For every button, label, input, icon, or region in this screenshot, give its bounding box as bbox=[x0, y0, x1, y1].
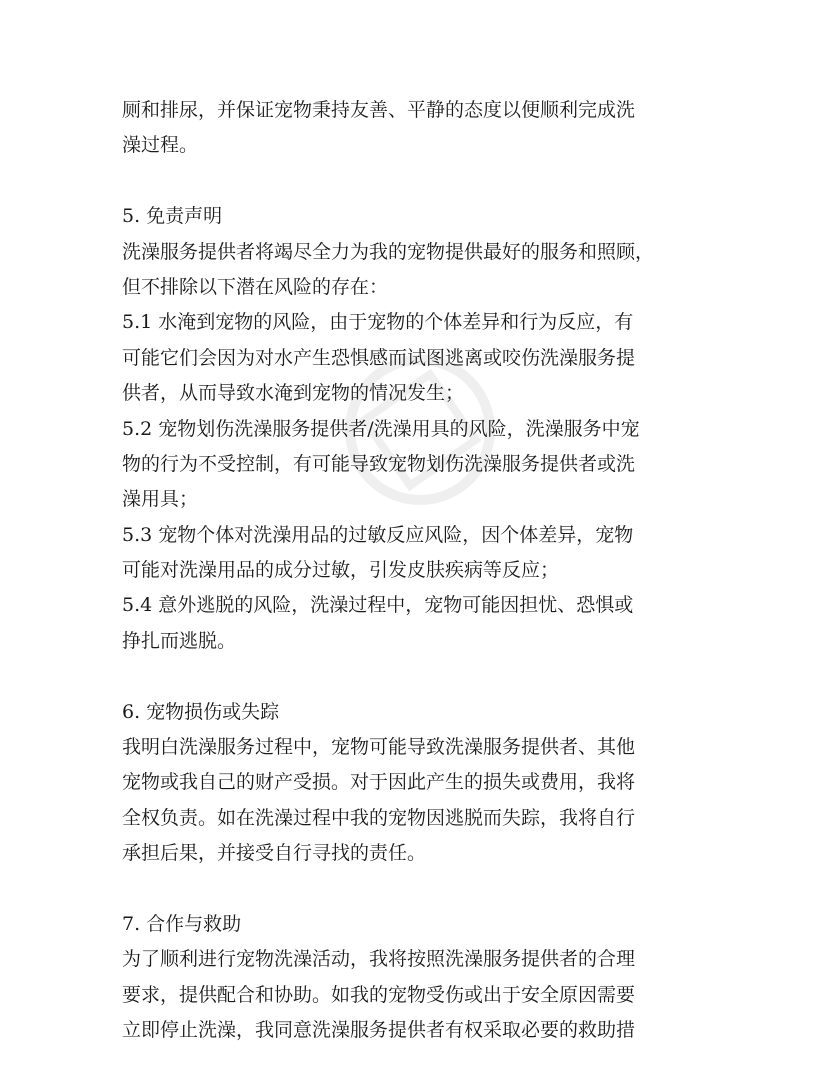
paragraph-gap bbox=[122, 872, 722, 907]
text-line: 可能它们会因为对水产生恐惧感而试图逃离或咬伤洗澡服务提 bbox=[122, 346, 636, 369]
section-heading: 7. 合作与救助 bbox=[122, 912, 242, 935]
text-line: 承担后果，并接受自行寻找的责任。 bbox=[122, 842, 427, 865]
text-line: 要求，提供配合和协助。如我的宠物受伤或出于安全原因需要 bbox=[122, 983, 636, 1006]
text-line: 5.2 宠物划伤洗澡服务提供者/洗澡用具的风险，洗澡服务中宠 bbox=[122, 417, 640, 440]
text-line: 但不排除以下潜在风险的存在： bbox=[122, 275, 389, 298]
text-line: 5.4 意外逃脱的风险，洗澡过程中，宠物可能因担忧、恐惧或 bbox=[122, 594, 634, 617]
text-line: 澡过程。 bbox=[122, 134, 199, 157]
document-content bbox=[122, 93, 722, 1049]
section-heading: 6. 宠物损伤或失踪 bbox=[122, 700, 280, 723]
paragraph-gap bbox=[122, 164, 722, 199]
text-line: 可能对洗澡用品的成分过敏，引发皮肤疾病等反应； bbox=[122, 559, 560, 582]
text-line: 澡用具； bbox=[122, 488, 199, 511]
text-line: 我明白洗澡服务过程中，宠物可能导致洗澡服务提供者、其他 bbox=[122, 736, 636, 759]
text-line: 5.3 宠物个体对洗澡用品的过敏反应风险，因个体差异，宠物 bbox=[122, 523, 634, 546]
paragraph-gap bbox=[122, 659, 722, 694]
text-line: 洗澡服务提供者将竭尽全力为我的宠物提供最好的服务和照顾， bbox=[122, 240, 655, 263]
text-line: 全权负责。如在洗澡过程中我的宠物因逃脱而失踪，我将自行 bbox=[122, 806, 636, 829]
text-line: 立即停止洗澡，我同意洗澡服务提供者有权采取必要的救助措 bbox=[122, 1019, 636, 1042]
text-line: 为了顺利进行宠物洗澡活动，我将按照洗澡服务提供者的合理 bbox=[122, 948, 636, 971]
section-heading: 5. 免责声明 bbox=[122, 205, 223, 228]
text-line: 宠物或我自己的财产受损。对于因此产生的损失或费用，我将 bbox=[122, 771, 636, 794]
text-line: 挣扎而逃脱。 bbox=[122, 629, 237, 652]
text-line: 厕和排尿，并保证宠物秉持友善、平静的态度以便顺利完成洗 bbox=[122, 99, 636, 121]
text-line: 物的行为不受控制，有可能导致宠物划伤洗澡服务提供者或洗 bbox=[122, 452, 636, 475]
text-line: 5.1 水淹到宠物的风险，由于宠物的个体差异和行为反应，有 bbox=[122, 311, 634, 334]
text-line: 供者，从而导致水淹到宠物的情况发生； bbox=[122, 382, 465, 405]
